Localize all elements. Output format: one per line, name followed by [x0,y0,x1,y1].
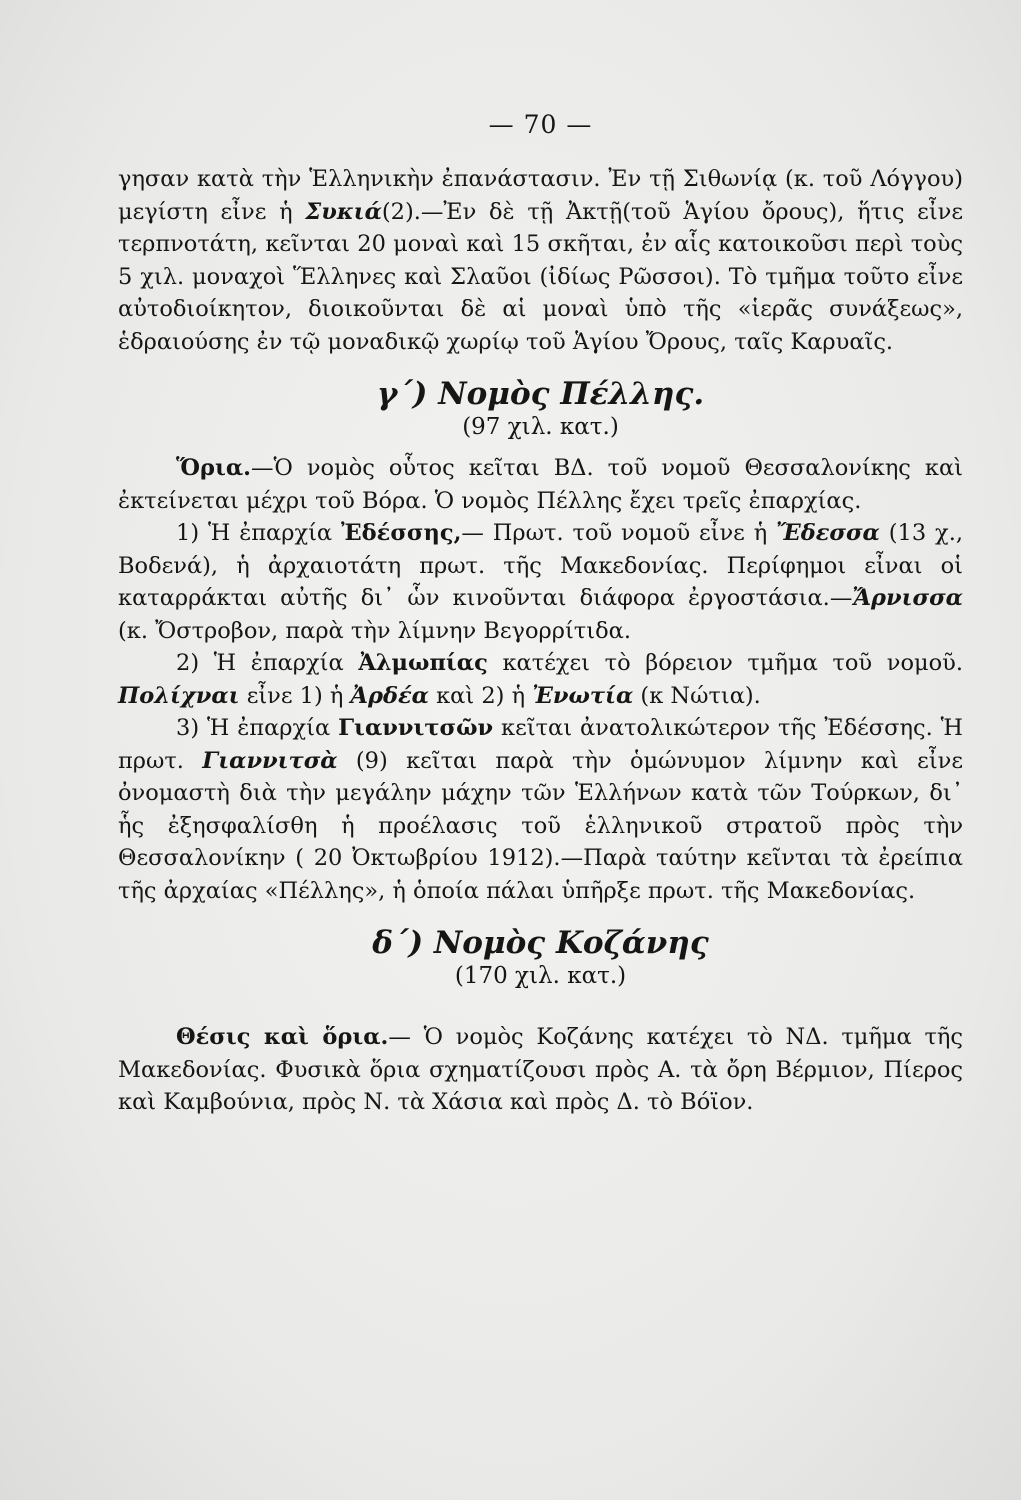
province-name: Ἀλμωπίας [358,650,488,676]
province-giannitsa-paragraph [118,712,963,907]
text-run: — Πρωτ. τοῦ νομοῦ εἶνε ἡ [461,520,777,546]
text-run: —Ὁ νομὸς οὗτος κεῖται ΒΔ. τοῦ νομοῦ Θεσσαλονίκης καὶ ἐκτείνεται μέχρι τοῦ Βόρα. Ὁ νομὸς Πέλλης ἔχει τρεῖς ἐπαρχίας. [118,455,963,514]
section-label: Θέσις καὶ ὅρια. [176,1024,389,1050]
place-name: Ἐνωτία [532,682,634,709]
province-edessa-paragraph [118,517,963,647]
text-run: (κ. Ὄστροβον, παρὰ τὴν λίμνην Βεγορρίτιδα. [118,617,631,644]
text-run: 3) Ἡ ἐπαρχία [176,715,339,741]
borders-paragraph [118,452,963,517]
text-run: — Ὁ νομὸς Κοζάνης κατέχει τὸ ΝΔ. τμῆμα τῆς Μακεδονίας. Φυσικὰ ὅρια σχηματίζουσι πρὸς Α. τὰ ὄρη Βέρμιον, Πίερος καὶ Καμβούνια, πρὸς Ν. τὰ Χάσια καὶ πρὸς Δ. τὸ Βόϊον. [118,1024,963,1115]
place-name: Συκιά [305,198,382,225]
section-heading-kozani: δ΄) Νομὸς Κοζάνης [372,925,709,961]
kozani-paragraph [118,1021,963,1119]
place-name: Ἔδεσσα [776,520,880,546]
text-run: γησαν κατὰ τὴν Ἑλληνικὴν ἐπανάστασιν. Ἐν τῇ Σιθωνίᾳ (κ. τοῦ Λόγγου) μεγίστη εἶνε ἡ [118,166,963,225]
place-name: Ἄρνισσα [852,585,963,611]
province-name: Ἐδέσσης, [341,520,462,546]
text-run: 2) Ἡ ἐπαρχία [176,650,359,676]
province-almopia-paragraph [118,647,963,712]
text-run: (9) κεῖται παρὰ τὴν ὁμώνυμον λίμνην καὶ εἶνε ὀνομαστὴ διὰ τὴν μεγάλην μάχην τῶν Ἑλλήνων κατὰ τῶν Τούρκων, δι᾿ ἧς ἐξησφαλίσθη ἡ προέλασις τοῦ ἑλληνικοῦ στρατοῦ πρὸς τὴν Θεσσαλονίκην ( 20 Ὀκτωβρίου 1912).—Παρὰ ταύτην κεῖνται τὰ ἐρείπια τῆς ἀρχαίας «Πέλλης», ἡ ὁποία πάλαι ὑπῆρξε πρωτ. τῆς Μακεδονίας. [118,747,963,904]
intro-paragraph [118,163,963,358]
text-run: 1) Ἡ ἐπαρχία [176,520,342,546]
text-run: κεῖται ἀνατολικώτερον τῆς Ἐδέσσης. Ἡ πρωτ. [118,715,963,774]
section-heading-pella: γ΄) Νομὸς Πέλλης. [376,376,705,412]
text-run: (13 χ., Βοδενά), ἡ ἀρχαιοτάτη πρωτ. τῆς Μακεδονίας. Περίφημοι εἶναι οἱ καταρράκται αὐτῆς δι᾿ ὧν κινοῦνται διάφορα ἐργοστάσια.— [118,520,963,611]
section-area-kozani: (170 χιλ. κατ.) [454,963,627,989]
place-name: Ἀρδέα [350,682,429,709]
text-run: κατέχει τὸ βόρειον τμῆμα τοῦ νομοῦ. [487,650,963,676]
province-name: Γιαννιτσῶν [338,715,494,741]
text-run: εἶνε 1) ἡ [239,682,351,709]
place-name: Γιαννιτσὰ [202,747,338,774]
text-run: καὶ 2) ἡ [428,682,533,709]
page-number: — 70 — [488,110,593,139]
place-name: Πολίχναι [118,682,240,709]
text-run: (κ Νώτια). [633,682,761,709]
text-run: (2).—Ἐν δὲ τῇ Ἀκτῇ(τοῦ Ἁγίου ὄρους), ἥτις εἶνε τερπνοτάτη, κεῖνται 20 μοναὶ καὶ 15 σκῆται, ἐν αἷς κατοικοῦσι περὶ τοὺς 5 χιλ. μοναχοὶ Ἕλληνες καὶ Σλαῦοι (ἰδίως Ρῶσσοι). Τὸ τμῆμα τοῦτο εἶνε αὐτοδιοίκητον, διοικοῦνται δὲ αἱ μοναὶ ὑπὸ τῆς «ἱερᾶς συνάξεως», ἑδραιούσης ἐν τῷ μοναδικῷ χωρίῳ τοῦ Ἁγίου Ὄρους, ταῖς Καρυαῖς. [118,198,963,355]
spacer [118,1001,963,1021]
section-area-pella: (97 χιλ. κατ.) [462,414,619,440]
borders-label: Ὅρια. [176,455,251,481]
